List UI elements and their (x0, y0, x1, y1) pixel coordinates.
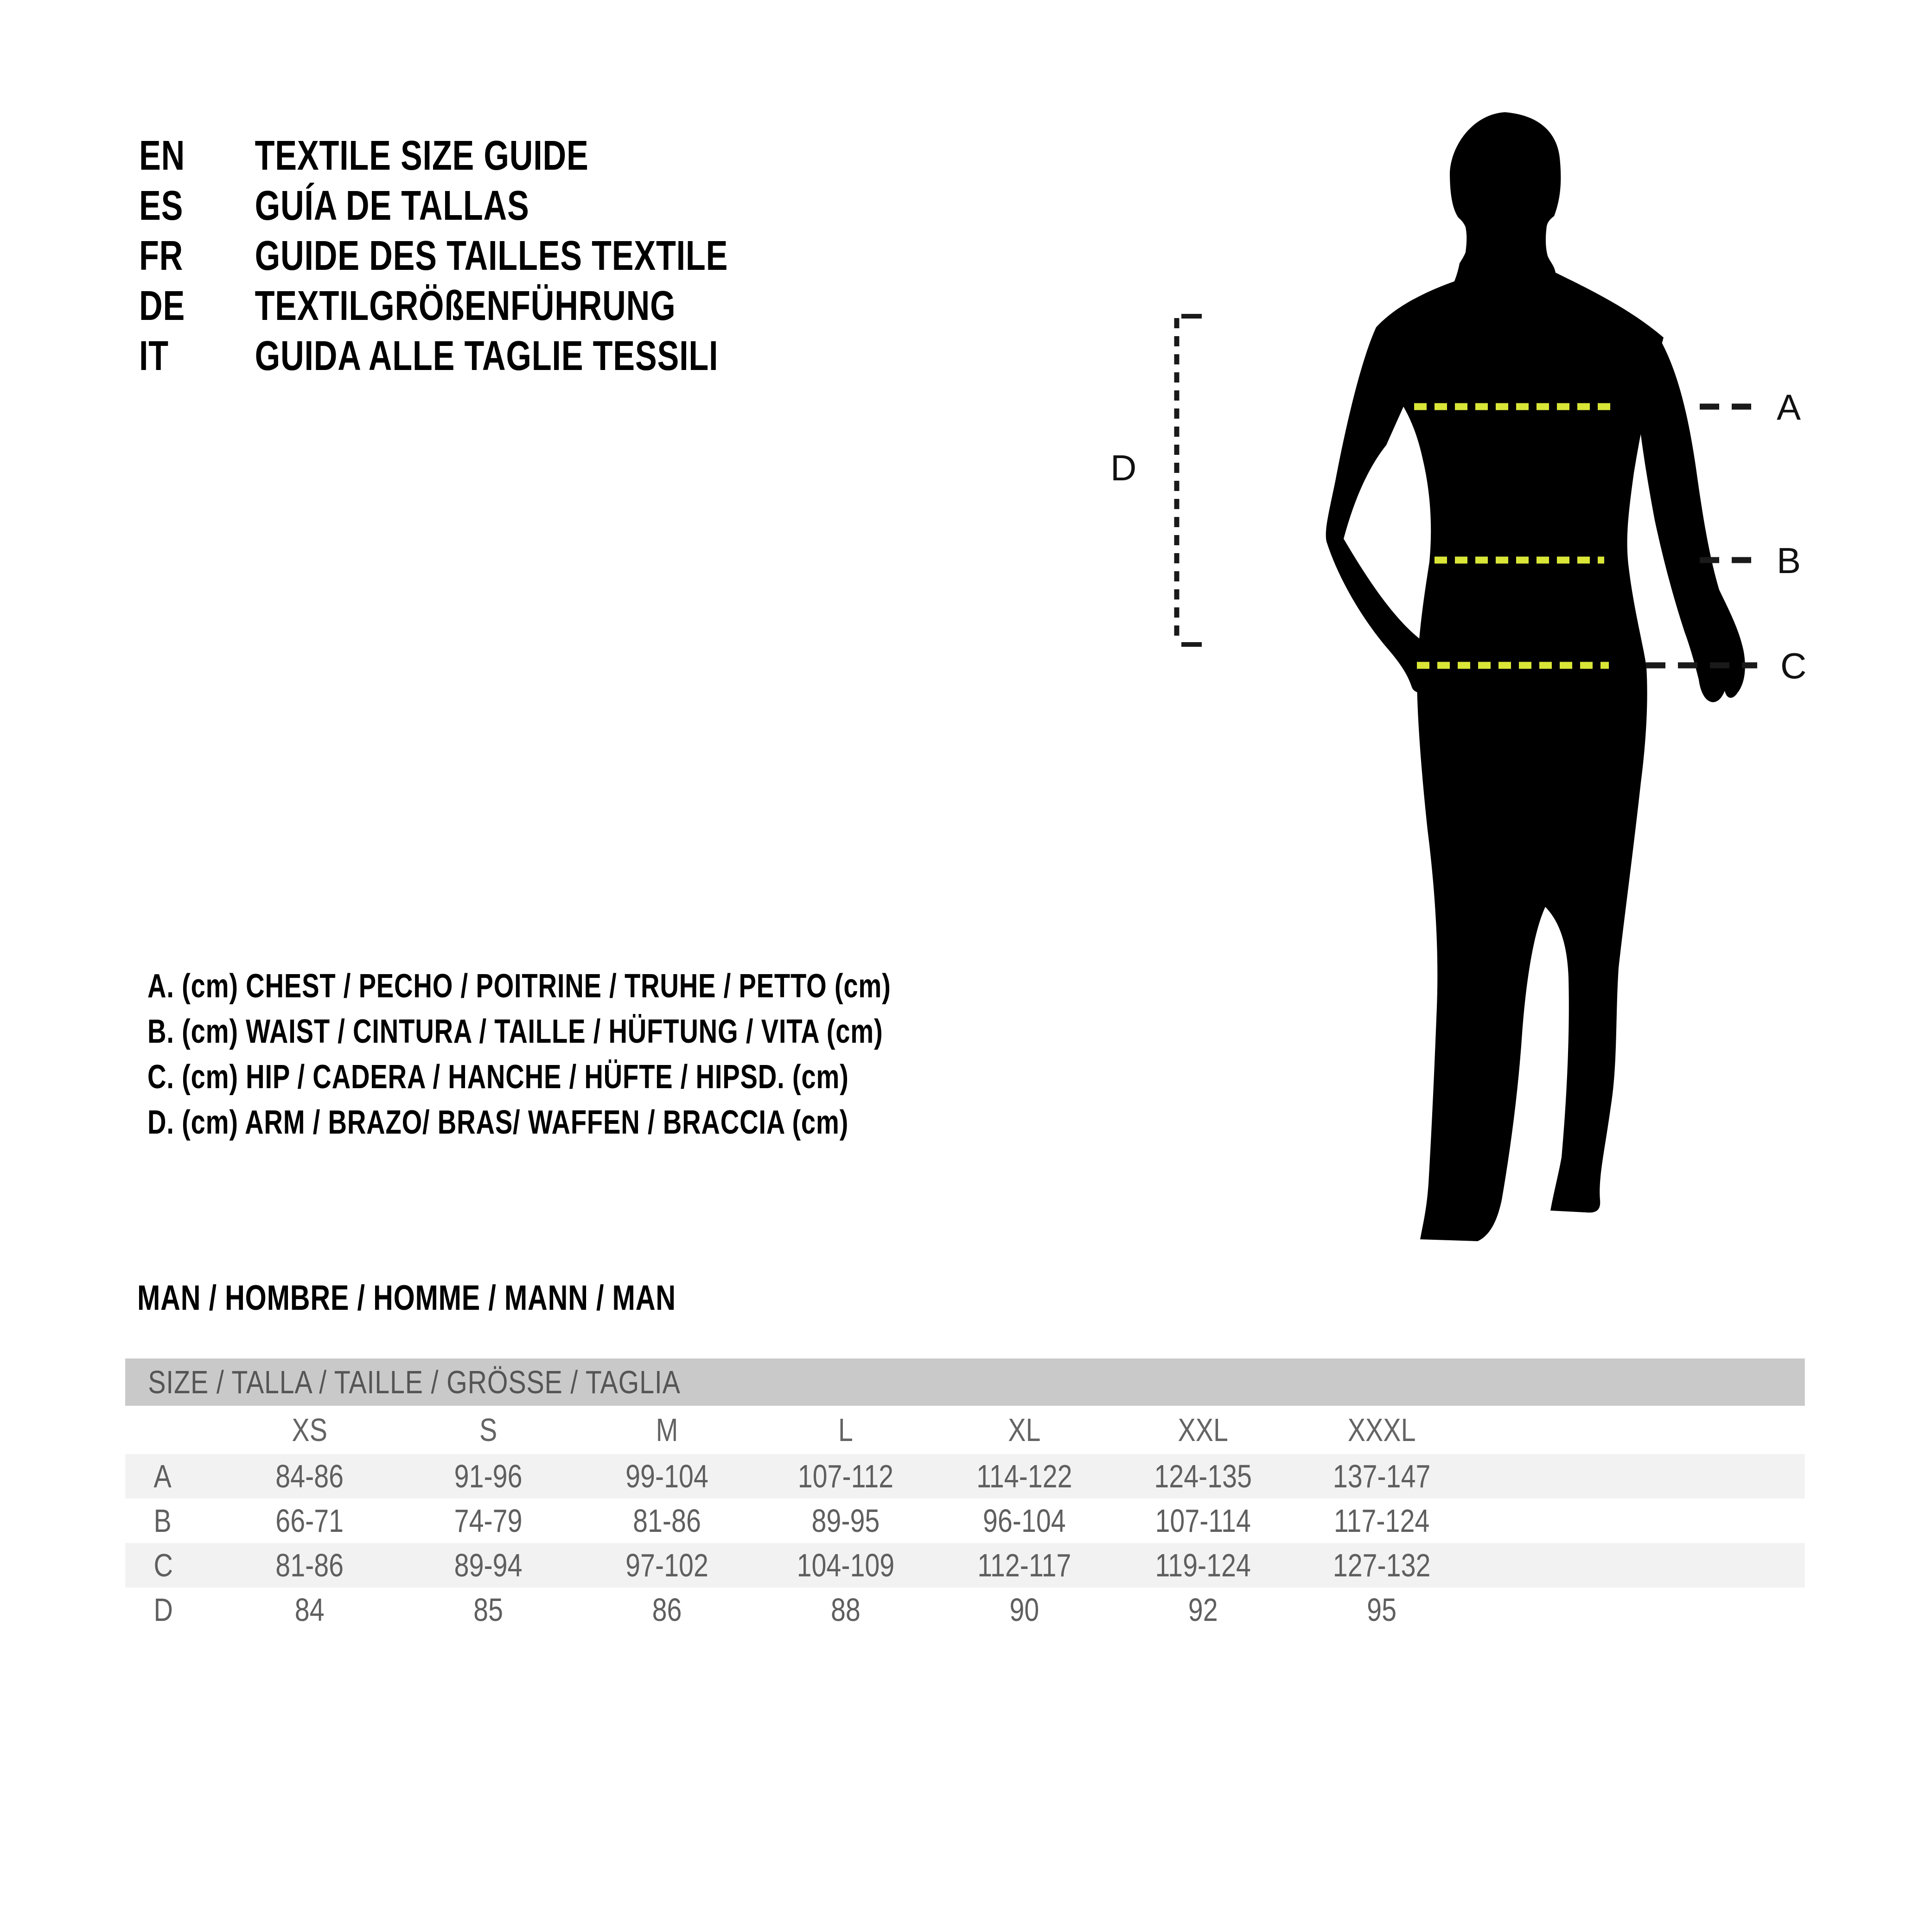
cell: 112-117 (977, 1547, 1071, 1583)
language-code: ES (139, 182, 184, 229)
language-code: IT (139, 332, 169, 379)
language-row (139, 231, 935, 281)
col-header-m: M (656, 1412, 678, 1448)
language-row (139, 281, 935, 331)
language-title: TEXTILGRÖßENFÜHRUNG (255, 282, 676, 329)
marker-label-a: A (1777, 387, 1801, 427)
table-row-d (125, 1588, 1805, 1632)
cell: 117-124 (1333, 1503, 1430, 1539)
cell: 86 (652, 1592, 682, 1628)
cell: 91-96 (454, 1458, 523, 1494)
cell: 89-94 (454, 1547, 523, 1583)
cell: 66-71 (275, 1503, 344, 1539)
cell: 95 (1367, 1592, 1397, 1628)
language-title-block (139, 131, 935, 381)
language-title: GUÍA DE TALLAS (255, 182, 529, 229)
cell: 96-104 (982, 1503, 1066, 1539)
legend-line-waist: B. (cm) WAIST / CINTURA / TAILLE / HÜFTUNG / VITA (cm) (147, 1013, 883, 1050)
cell: 137-147 (1333, 1458, 1431, 1494)
row-label: D (153, 1592, 173, 1628)
col-header-s: S (479, 1412, 497, 1448)
legend-line-hip: C. (cm) HIP / CADERA / HANCHE / HÜFTE / HIPSD. (cm) (147, 1058, 849, 1096)
row-label: B (153, 1503, 172, 1539)
language-code: EN (139, 132, 185, 179)
language-code: FR (139, 232, 184, 279)
cell: 89-95 (811, 1503, 880, 1539)
cell: 81-86 (633, 1503, 701, 1539)
cell: 114-122 (976, 1458, 1072, 1494)
marker-label-d: D (1110, 447, 1137, 488)
language-row (139, 331, 935, 381)
cell: 97-102 (625, 1547, 708, 1583)
language-row (139, 181, 935, 231)
col-header-xl: XL (1008, 1412, 1041, 1448)
row-label: A (153, 1458, 172, 1494)
size-guide-figure (1066, 102, 1878, 1280)
size-column-header-row (125, 1406, 1805, 1454)
language-title: TEXTILE SIZE GUIDE (255, 132, 589, 179)
cell: 88 (830, 1592, 861, 1628)
cell: 99-104 (625, 1458, 708, 1494)
cell: 84-86 (275, 1458, 344, 1494)
marker-label-c: C (1780, 645, 1807, 686)
cell: 127-132 (1333, 1547, 1431, 1583)
size-header-bar: SIZE / TALLA / TAILLE / GRÖSSE / TAGLIA (125, 1358, 1805, 1406)
man-silhouette-diagram (1066, 102, 1878, 1280)
cell: 84 (294, 1592, 325, 1628)
cell: 107-114 (1155, 1503, 1251, 1539)
cell: 85 (473, 1592, 504, 1628)
measurement-legend (147, 963, 1088, 1145)
cell: 119-124 (1155, 1547, 1251, 1583)
language-title: GUIDA ALLE TAGLIE TESSILI (255, 332, 719, 379)
cell: 81-86 (275, 1547, 344, 1583)
table-row-b (125, 1498, 1805, 1543)
cell: 74-79 (454, 1503, 523, 1539)
language-row (139, 131, 935, 181)
col-header-xs: XS (292, 1412, 327, 1448)
row-label: C (153, 1547, 173, 1583)
cell: 107-112 (797, 1458, 894, 1494)
col-header-xxl: XXL (1178, 1412, 1228, 1448)
cell: 124-135 (1154, 1458, 1252, 1494)
size-table (125, 1358, 1805, 1632)
language-code: DE (139, 282, 185, 329)
col-header-l: L (838, 1412, 853, 1448)
cell: 92 (1188, 1592, 1218, 1628)
cell: 104-109 (797, 1547, 895, 1583)
table-title: MAN / HOMBRE / HOMME / MANN / MAN (137, 1278, 676, 1318)
legend-line-chest: A. (cm) CHEST / PECHO / POITRINE / TRUHE / PETTO (cm) (147, 968, 891, 1005)
table-row-c (125, 1543, 1805, 1588)
col-header-xxxl: XXXL (1347, 1412, 1416, 1448)
table-row-a (125, 1454, 1805, 1498)
legend-line-arm: D. (cm) ARM / BRAZO/ BRAS/ WAFFEN / BRACCIA (cm) (147, 1104, 849, 1141)
marker-label-b: B (1777, 540, 1801, 581)
cell: 90 (1009, 1592, 1039, 1628)
language-title: GUIDE DES TAILLES TEXTILE (255, 232, 728, 279)
